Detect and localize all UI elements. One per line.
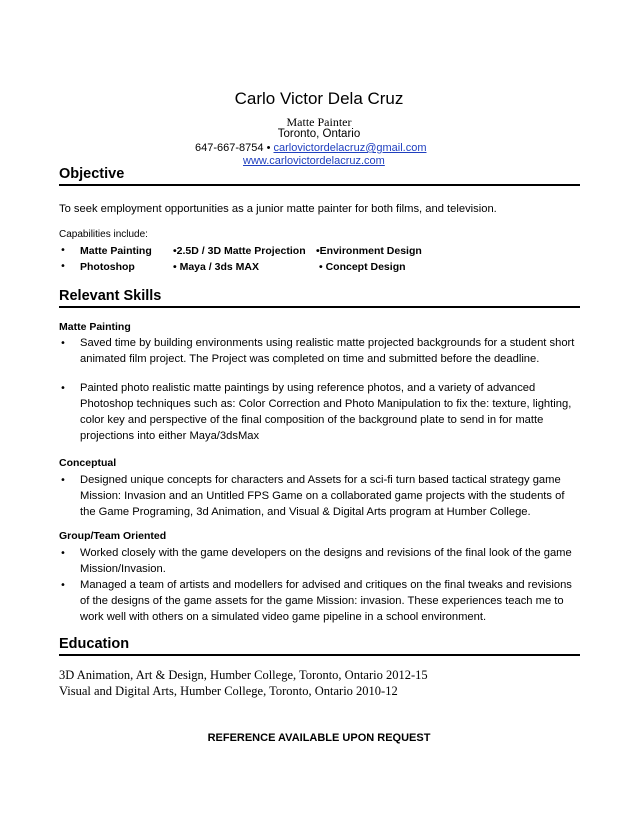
capability-item: •Environment Design xyxy=(316,245,422,257)
capability-item: •2.5D / 3D Matte Projection xyxy=(173,245,306,257)
capability-item: • Maya / 3ds MAX xyxy=(173,261,259,273)
capability-item: • Concept Design xyxy=(319,261,406,273)
bullet-icon: • xyxy=(60,245,66,256)
skill-item: Saved time by building environments using realistic matte projected backgrounds for a student short animated film project. The Project was completed on time and submitted before the deadline. xyxy=(80,337,575,365)
capability-item: Photoshop xyxy=(80,261,135,273)
reference-note: REFERENCE AVAILABLE UPON REQUEST xyxy=(207,732,431,744)
objective-divider xyxy=(59,184,580,186)
skills-divider xyxy=(59,306,580,308)
capabilities-label: Capabilities include: xyxy=(59,229,148,240)
skill-group-label: Conceptual xyxy=(59,457,117,469)
education-heading: Education xyxy=(59,636,130,652)
candidate-location: Toronto, Ontario xyxy=(277,128,361,140)
objective-text: To seek employment opportunities as a junior matte painter for both films, and television. xyxy=(59,203,497,215)
skill-item: Designed unique concepts for characters and Assets for a sci-fi turn based tactical strategy game Mission: Invasion and an Untitled FPS Game on a collaborated game projects with the students of the Game Programing, 3d Animation, and Visual & Digital Arts program at Humber College. xyxy=(80,474,565,518)
contact-line xyxy=(195,142,427,154)
bullet-icon: • xyxy=(60,580,66,591)
email-link[interactable]: carlovictordelacruz@gmail.com xyxy=(273,142,427,154)
skill-item: Worked closely with the game developers on the designs and revisions of the final look of the game Mission/Invasion. xyxy=(80,547,572,575)
skill-item: Painted photo realistic matte paintings by using reference photos, and a variety of advanced Photoshop techniques such as: Color Correction and Photo Manipulation to fix the: texture, lighting, color key and perspective of the final composition of the background plate to send in for matte projections into either Maya/3dsMax xyxy=(80,382,572,442)
bullet-icon: • xyxy=(60,548,66,559)
education-divider xyxy=(59,654,580,656)
candidate-name: Carlo Victor Dela Cruz xyxy=(234,89,404,108)
phone-number: 647-667-8754 xyxy=(195,142,264,154)
bullet-icon: • xyxy=(60,338,66,349)
education-entry: Visual and Digital Arts, Humber College, Toronto, Ontario 2010-12 xyxy=(59,684,398,698)
education-entry: 3D Animation, Art & Design, Humber College, Toronto, Ontario 2012-15 xyxy=(59,668,428,682)
skill-group-label: Matte Painting xyxy=(59,321,131,333)
skill-item: Managed a team of artists and modellers for advised and critiques on the final tweaks and revisions of the designs of the game assets for the game Mission: invasion. These experiences teach me to work well with others on a simulated video game pipeline in a school environment. xyxy=(80,579,572,623)
website-line xyxy=(243,155,385,167)
skill-group-label: Group/Team Oriented xyxy=(59,530,167,542)
bullet-icon: • xyxy=(60,475,66,486)
contact-separator: • xyxy=(266,142,271,154)
skills-heading: Relevant Skills xyxy=(59,288,162,304)
bullet-icon: • xyxy=(60,261,66,272)
capability-item: Matte Painting xyxy=(80,245,152,257)
bullet-icon: • xyxy=(60,383,66,394)
website-link[interactable]: www.carlovictordelacruz.com xyxy=(243,155,385,167)
candidate-role: Matte Painter xyxy=(286,115,352,129)
objective-heading: Objective xyxy=(59,166,125,182)
